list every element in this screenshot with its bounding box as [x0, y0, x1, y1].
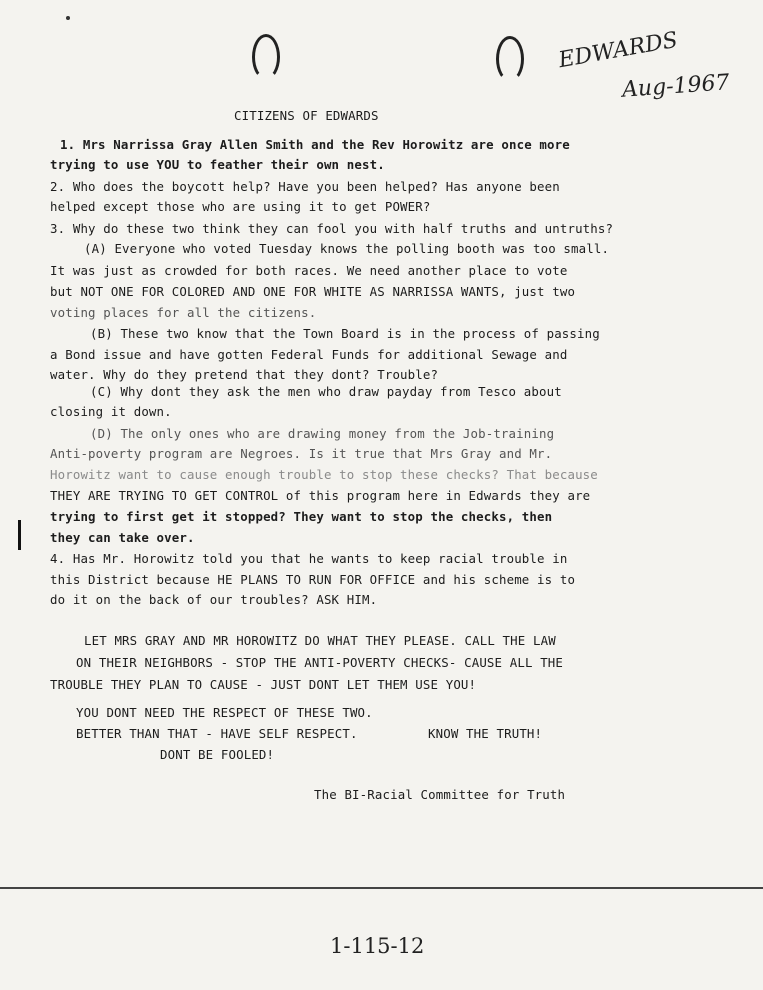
closing-line-2: ON THEIR NEIGHBORS - STOP THE ANTI-POVERTY CHECKS- CAUSE ALL THE: [76, 655, 564, 670]
paragraph-line-22: this District because HE PLANS TO RUN FOR OFFICE and his scheme is to: [50, 572, 576, 587]
document-heading: CITIZENS OF EDWARDS: [234, 108, 379, 123]
paragraph-line-16: Anti-poverty program are Negroes. Is it true that Mrs Gray and Mr.: [50, 446, 553, 461]
paragraph-line-5: 3. Why do these two think they can fool you with half truths and untruths?: [50, 221, 614, 236]
handwritten-date: Aug-1967: [621, 70, 731, 103]
page-divider: [0, 887, 763, 889]
paragraph-line-23: do it on the back of our troubles? ASK HIM.: [50, 592, 378, 607]
closing-line-3: TROUBLE THEY PLAN TO CAUSE - JUST DONT LET THEM USE YOU!: [50, 677, 477, 692]
paragraph-line-18: THEY ARE TRYING TO GET CONTROL of this program here in Edwards they are: [50, 488, 591, 503]
paragraph-line-4: helped except those who are using it to get POWER?: [50, 199, 431, 214]
punch-hole-right: [496, 36, 524, 82]
punch-hole-left: [252, 34, 280, 80]
paragraph-line-20: they can take over.: [50, 530, 195, 545]
final-line-better: BETTER THAN THAT - HAVE SELF RESPECT.: [76, 726, 358, 741]
paragraph-line-13: (C) Why dont they ask the men who draw payday from Tesco about: [90, 384, 562, 399]
paragraph-line-15: (D) The only ones who are drawing money from the Job-training: [90, 426, 555, 441]
paragraph-line-17: Horowitz want to cause enough trouble to stop these checks? That because: [50, 467, 598, 482]
paragraph-line-14: closing it down.: [50, 404, 172, 419]
paragraph-line-3: 2. Who does the boycott help? Have you been helped? Has anyone been: [50, 179, 560, 194]
paragraph-line-1: 1. Mrs Narrissa Gray Allen Smith and the Rev Horowitz are once more: [60, 137, 570, 152]
paragraph-line-7: It was just as crowded for both races. We need another place to vote: [50, 263, 568, 278]
closing-line-1: LET MRS GRAY AND MR HOROWITZ DO WHAT THEY PLEASE. CALL THE LAW: [84, 633, 556, 648]
signature: The BI-Racial Committee for Truth: [314, 787, 566, 802]
final-line-respect: YOU DONT NEED THE RESPECT OF THESE TWO.: [76, 705, 373, 720]
paragraph-line-11: a Bond issue and have gotten Federal Funds for additional Sewage and: [50, 347, 568, 362]
paragraph-line-19: trying to first get it stopped? They want to stop the checks, then: [50, 509, 553, 524]
paragraph-line-8: but NOT ONE FOR COLORED AND ONE FOR WHITE AS NARRISSA WANTS, just two: [50, 284, 576, 299]
paragraph-line-6: (A) Everyone who voted Tuesday knows the polling booth was too small.: [84, 241, 610, 256]
paragraph-line-9: voting places for all the citizens.: [50, 305, 317, 320]
paragraph-line-21: 4. Has Mr. Horowitz told you that he wants to keep racial trouble in: [50, 551, 568, 566]
paragraph-line-10: (B) These two know that the Town Board is in the process of passing: [90, 326, 600, 341]
stray-mark: [66, 16, 70, 20]
paragraph-line-12: water. Why do they pretend that they dont? Trouble?: [50, 367, 439, 382]
final-line-truth: KNOW THE TRUTH!: [428, 726, 543, 741]
final-line-fooled: DONT BE FOOLED!: [160, 747, 275, 762]
margin-mark: [18, 520, 21, 550]
paragraph-line-2: trying to use YOU to feather their own nest.: [50, 157, 385, 172]
file-number: 1-115-12: [330, 934, 425, 958]
handwritten-location: EDWARDS: [556, 27, 680, 74]
